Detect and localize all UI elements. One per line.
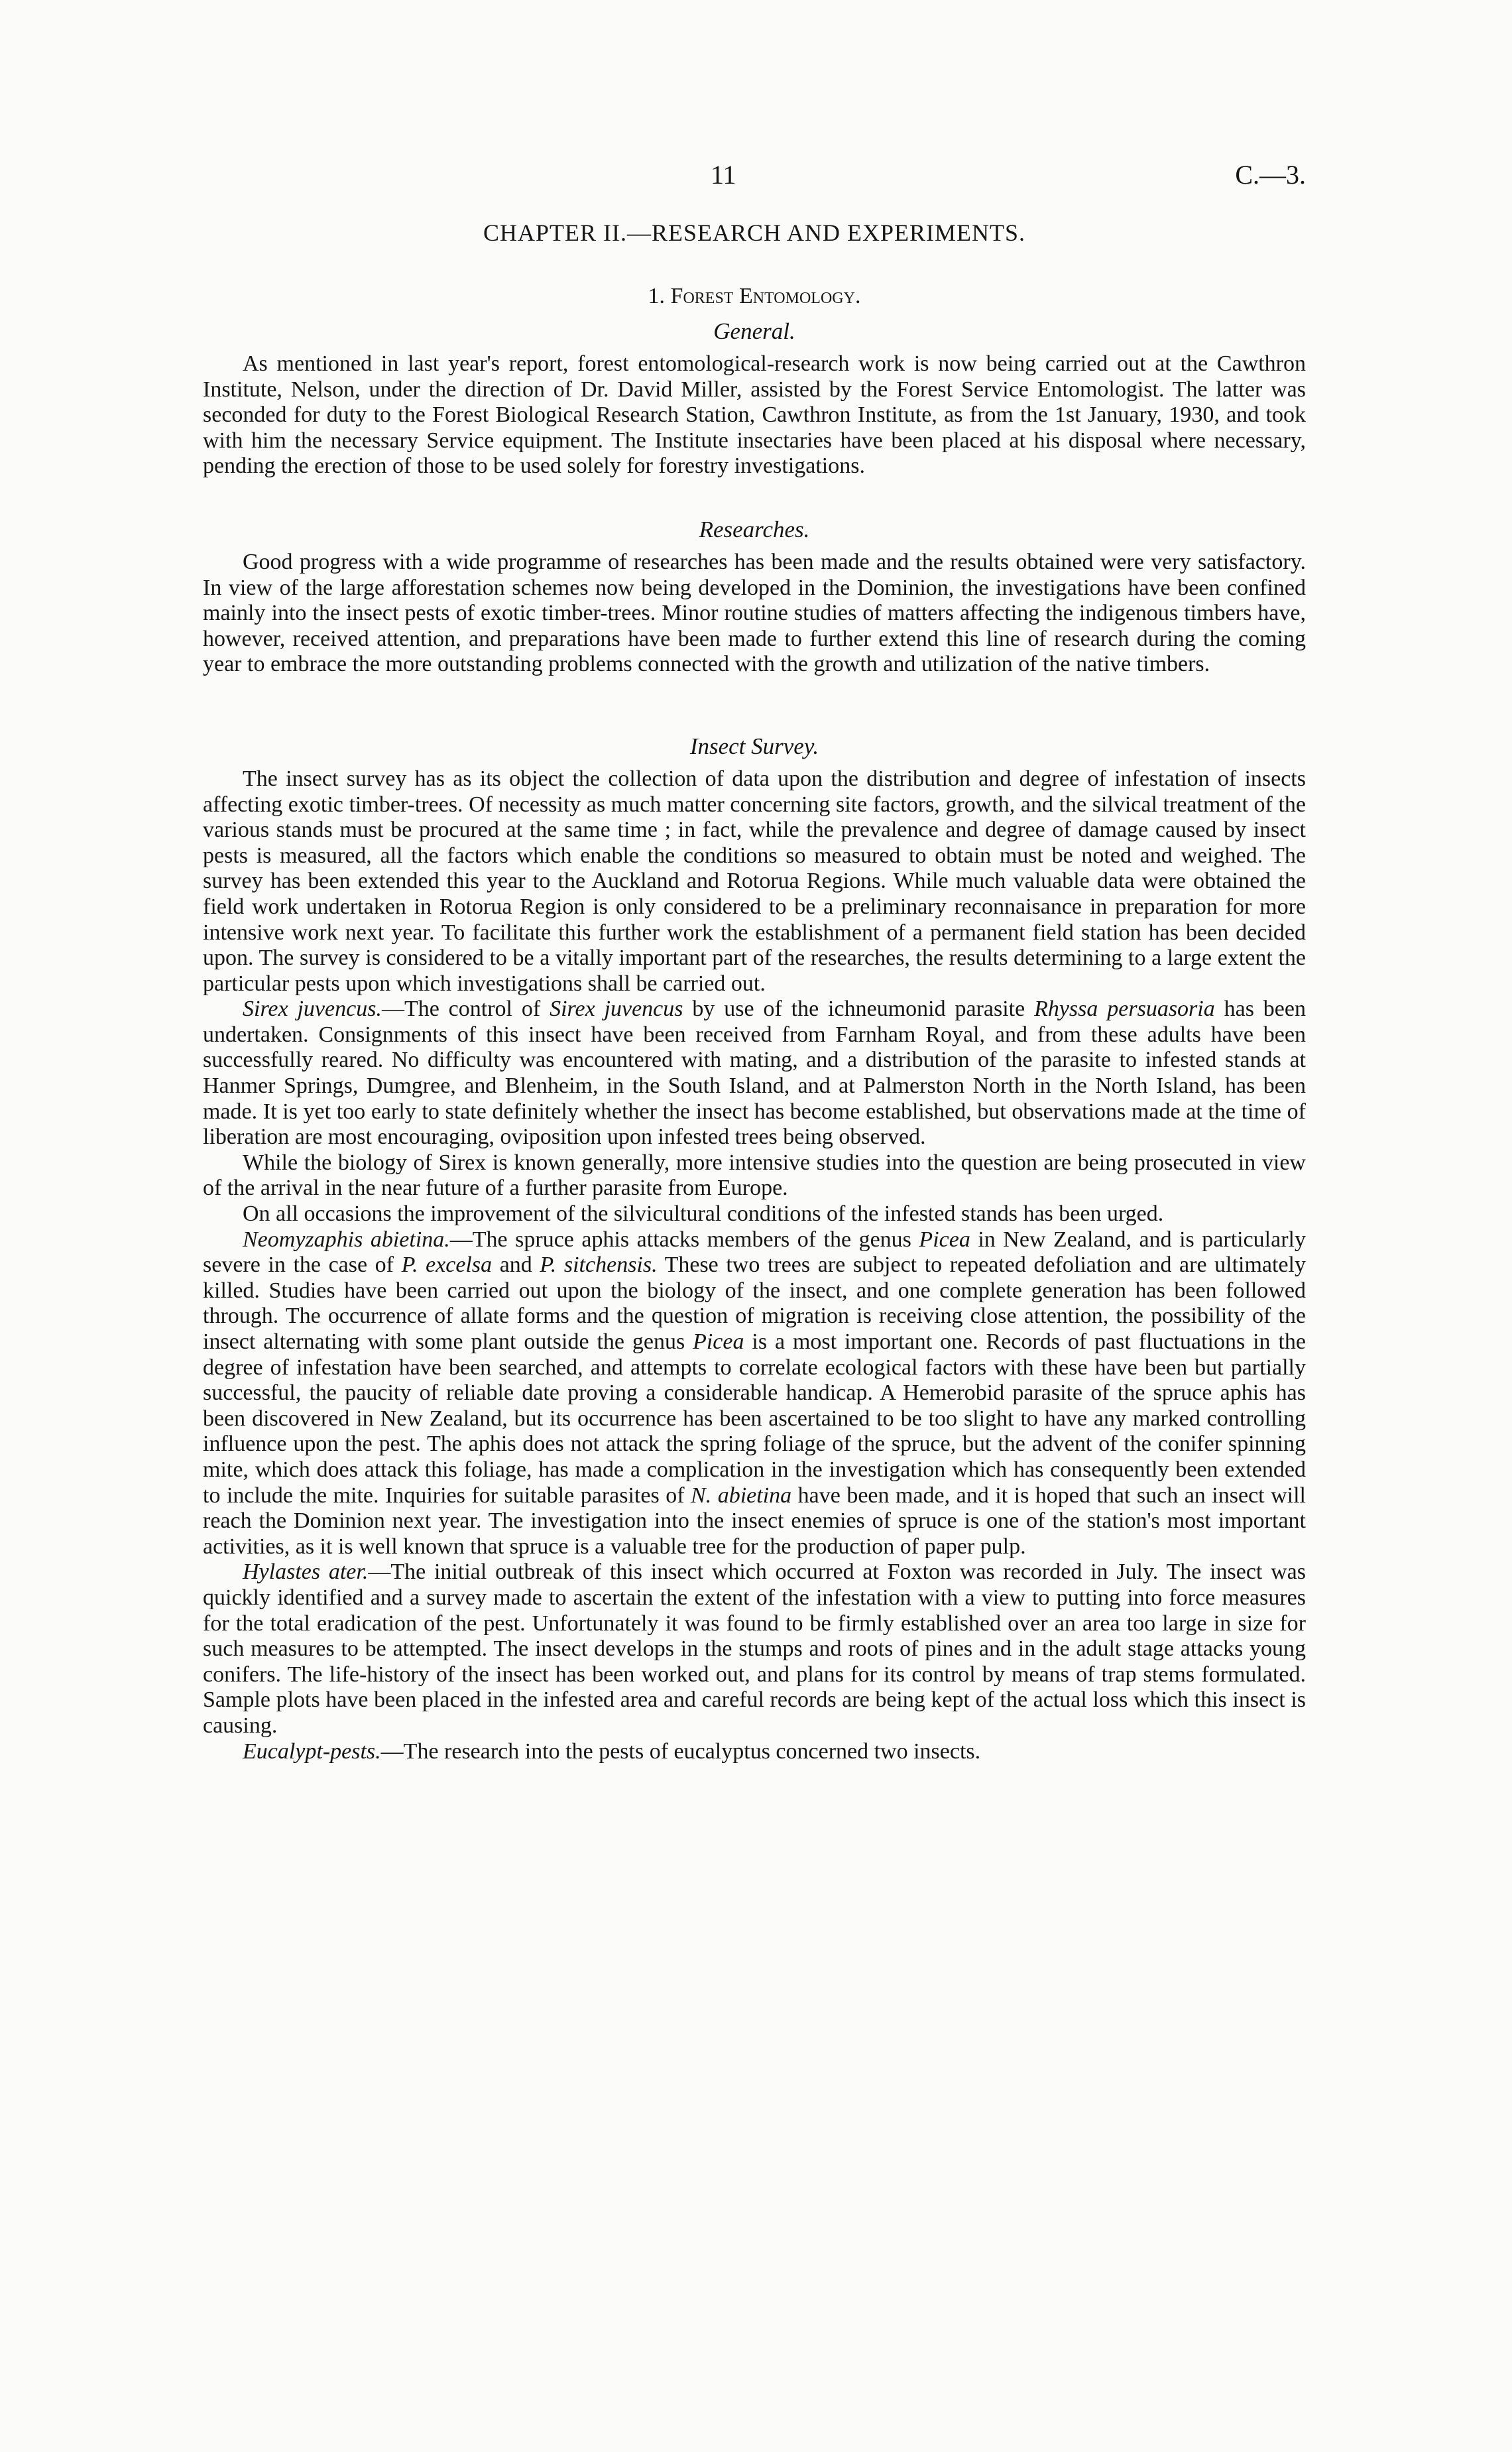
subheading-researches: Researches. [699, 516, 810, 542]
species-name: Picea [693, 1329, 744, 1354]
text-run: and [492, 1253, 540, 1278]
paragraph-silviculture: On all occasions the improvement of the silvicultural conditions of the infested stands has been urged. [243, 1201, 1164, 1227]
document-reference: C.—3. [1235, 160, 1306, 190]
text-run: by use of the ichneumonid parasite [683, 997, 1035, 1022]
species-name: P. excelsa [401, 1253, 493, 1278]
species-name: Rhyssa persuasoria [1034, 997, 1215, 1022]
paragraph-sirex [203, 997, 1306, 1150]
section-heading [203, 284, 1306, 309]
subheading-general: General. [713, 318, 795, 344]
text-run: has been undertaken. Consignments of this insect have been received from Farnham Royal, and from these adults have been successfully reared. No difficulty was encountered with mating, and a distribution of the parasite to infested stands at Hanmer Springs, Dumgree, and Blenheim, in the South Island, and at Palmerston North in the North Island, has been made. It is yet too early to state definitely whether the insect has become established, but observations made at the time of liberation are most encouraging, oviposition upon infested trees being observed. [203, 997, 1306, 1150]
species-name: Eucalypt-pests. [243, 1739, 381, 1764]
species-name: N. abietina [691, 1483, 792, 1508]
paragraph-hylastes [203, 1560, 1306, 1739]
species-name: Hylastes ater. [243, 1560, 369, 1585]
paragraph-eucalypt [203, 1739, 1306, 1765]
document-body [203, 219, 1306, 1764]
paragraph-insect-survey: The insect survey has as its object the collection of data upon the distribution and degree of infestation of insects affecting exotic timber-trees. Of necessity as much matter concerning site factors, growth, and the silvical treatment of the various stands must be procured at the same time ; in fact, while the prevalence and degree of damage caused by insect pests is measured, all the factors which enable the conditions so measured to obtain must be noted and weighed. The survey has been extended this year to the Auckland and Rotorua Regions. While much valuable data were obtained the field work undertaken in Rotorua Region is only considered to be a preliminary reconnaisance in preparation for more intensive work next year. To facilitate this further work the establishment of a permanent field station has been decided upon. The survey is considered to be a vitally important part of the researches, the results determining to a large extent the particular pests upon which investigations shall be carried out. [203, 766, 1306, 996]
section-title: Forest Entomology. [670, 284, 861, 308]
text-run: have been made, and it is hoped that such an insect will reach the Dominion next year. The investigation into the insect enemies of spruce is one of the station's most important activities, as it is well known that spruce is a valuable tree for the production of paper pulp. [203, 1483, 1306, 1559]
text-run: —The initial outbreak of this insect which occurred at Foxton was recorded in July. The insect was quickly identified and a survey made to ascertain the extent of the infestation with a view to putting into force measures for the total eradication of the pest. Unfortunately it was found to be firmly established over an area too large in size for such measures to be attempted. The insect develops in the stumps and roots of pines and in the adult stage attacks young conifers. The life-history of the insect has been worked out, and plans for its control by means of trap stems formulated. Sample plots have been placed in the infested area and careful records are being kept of the actual loss which this insect is causing. [203, 1560, 1306, 1738]
species-name: P. sitchensis. [540, 1253, 658, 1278]
chapter-title: CHAPTER II.—RESEARCH AND EXPERIMENTS. [483, 219, 1026, 246]
text-run: These two trees are subject to repeated defoliation and are ultimately killed. Studies have been carried out upon the biology of the insect, and one complete generation has been followed through. The occurrence of allate forms and the question of migration is receiving close attention, the possibility of the insect alternating with some plant outside the genus [203, 1253, 1306, 1354]
species-name: Sirex juvencus [550, 997, 683, 1022]
paragraph-researches: Good progress with a wide programme of researches has been made and the results obtained were very satisfactory. In view of the large afforestation schemes now being developed in the Dominion, the investigations have been confined mainly into the insect pests of exotic timber-trees. Minor routine studies of matters affecting the indigenous timbers have, however, received attention, and preparations have been made to further extend this line of research during the coming year to embrace the more outstanding problems connected with the growth and utilization of the native timbers. [203, 549, 1306, 677]
species-name: Picea [919, 1227, 970, 1252]
paragraph-sirex-biology: While the biology of Sirex is known generally, more intensive studies into the question are being prosecuted in view of the arrival in the near future of a further parasite from Europe. [203, 1150, 1306, 1201]
text-run: is a most important one. Records of past fluctuations in the degree of infestation have been searched, and attempts to correlate ecological factors with these have been but partially successful, the paucity of reliable date proving a considerable handicap. A Hemerobid parasite of the spruce aphis has been discovered in New Zealand, but its occurrence has been ascertained to be too slight to have any marked controlling influence upon the pest. The aphis does not attack the spring foliage of the spruce, but the advent of the conifer spinning mite, which does attack this foliage, has made a complication in the investigation which has consequently been extended to include the mite. Inquiries for suitable parasites of [203, 1329, 1306, 1508]
text-run: in New Zealand, and is particularly severe in the case of [203, 1227, 1306, 1278]
paragraph-general: As mentioned in last year's report, forest entomological-research work is now being carried out at the Cawthron Institute, Nelson, under the direction of Dr. David Miller, assisted by the Forest Service Entomologist. The latter was seconded for duty to the Forest Biological Research Station, Cawthron Institute, as from the 1st January, 1930, and took with him the necessary Service equipment. The Institute insectaries have been placed at his disposal where necessary, pending the erection of those to be used solely for forestry investigations. [203, 351, 1306, 479]
species-name: Neomyzaphis abietina. [243, 1227, 450, 1252]
page-number: 11 [711, 160, 736, 190]
text-run: —The control of [381, 997, 550, 1022]
text-run: —The spruce aphis attacks members of the genus [449, 1227, 919, 1252]
paragraph-neomyzaphis [203, 1227, 1306, 1560]
subheading-insect-survey: Insect Survey. [689, 733, 819, 759]
text-run: —The research into the pests of eucalyptus concerned two insects. [380, 1739, 981, 1764]
section-number: 1. [648, 284, 666, 308]
species-name: Sirex juvencus. [243, 997, 382, 1022]
